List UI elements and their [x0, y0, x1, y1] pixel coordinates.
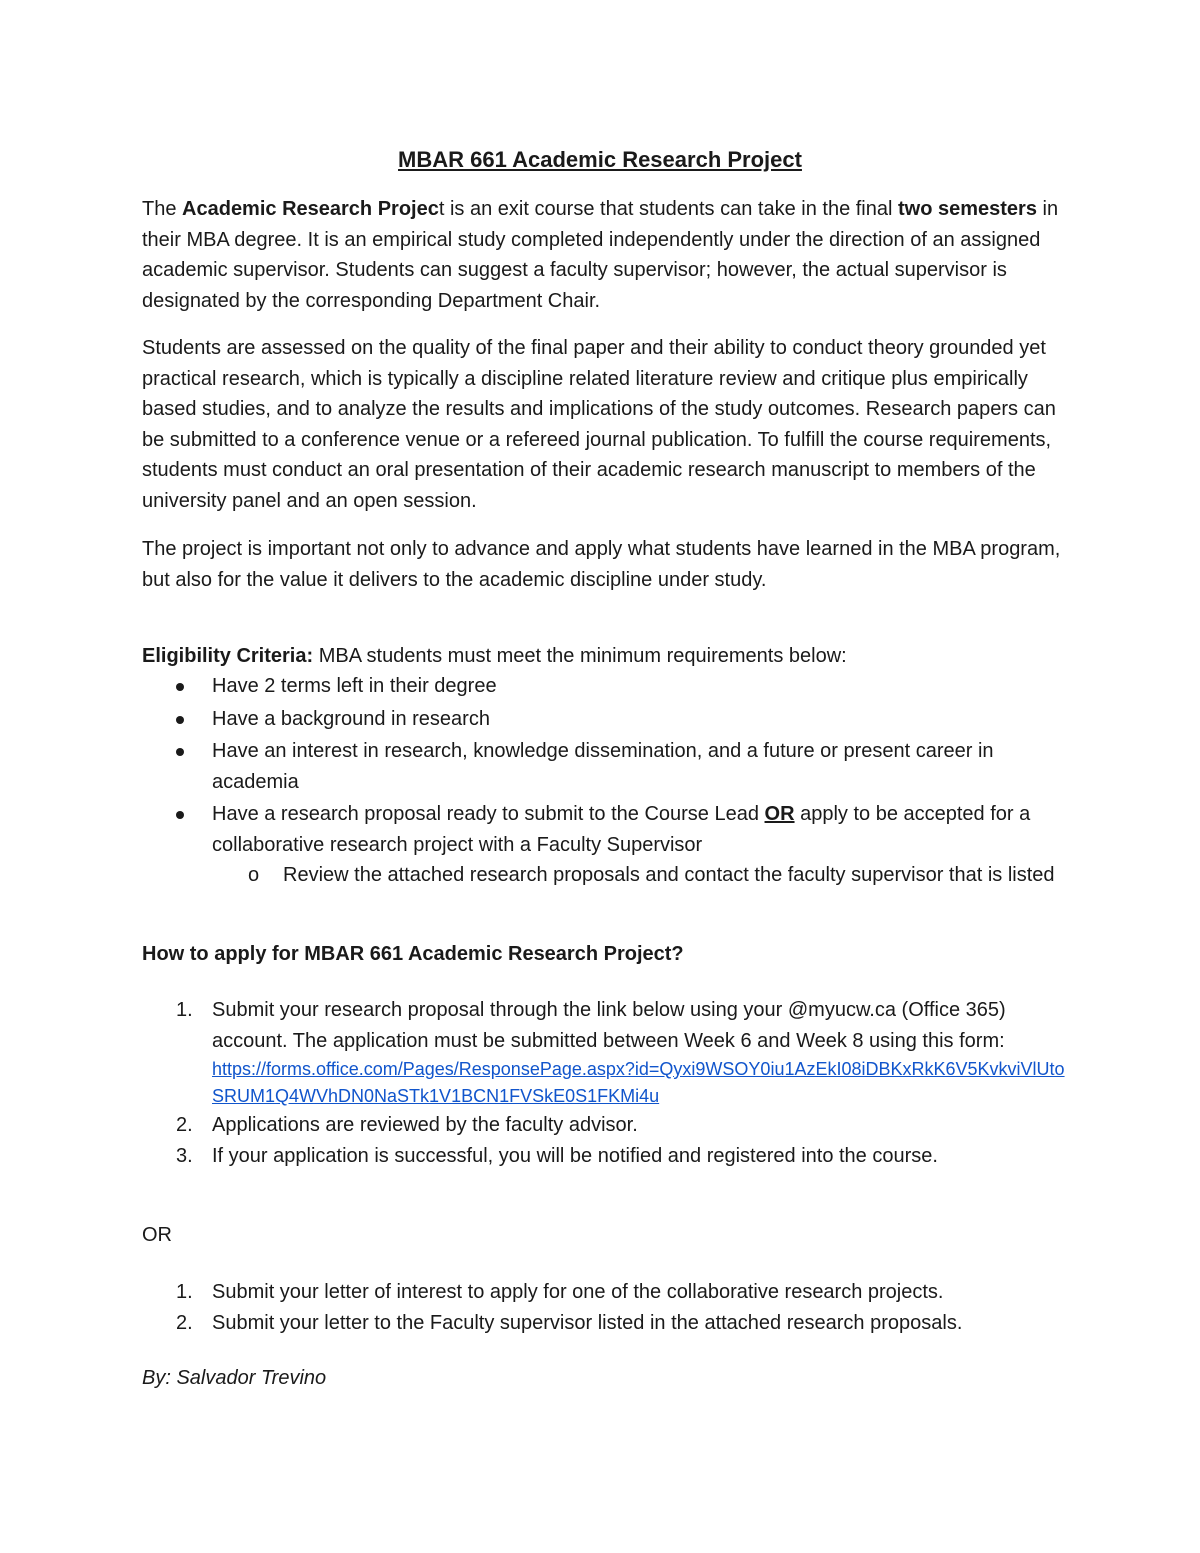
eligibility-sub-item: Review the attached research proposals and contact the faculty supervisor that is listed: [283, 864, 1055, 886]
step-number: 3.: [176, 1144, 193, 1167]
sub-list-item: [142, 860, 1072, 891]
list-item: [142, 1141, 1072, 1172]
eligibility-label: Eligibility Criteria:: [142, 645, 314, 667]
intro-bold-project: Academic Research Projec: [182, 198, 439, 220]
author-byline: By: Salvador Trevino: [142, 1367, 327, 1389]
apply-step-2: Applications are reviewed by the faculty advisor.: [212, 1114, 638, 1136]
assessment-paragraph: Students are assessed on the quality of the final paper and their ability to conduct theory grounded yet practical research, which is typically a discipline related literature review and critique plus empirically based studies, and to analyze the results and implications of the study outcomes. Research papers can be submitted to a conference venue or a refereed journal publication. To fulfill the course requirements, students must conduct an oral presentation of their academic research manuscript to members of the university panel and an open session.: [142, 337, 1056, 512]
step-number: 2.: [176, 1114, 193, 1136]
list-item: [142, 995, 1072, 1110]
list-item: [142, 1277, 1072, 1308]
eligibility-or-emphasis: OR: [764, 803, 795, 825]
or-separator: OR: [142, 1224, 172, 1246]
eligibility-item-3: Have an interest in research, knowledge dissemination, and a future or present career in academia: [212, 740, 994, 793]
list-item: [142, 1110, 1072, 1141]
bullet-icon: [176, 683, 184, 691]
importance-paragraph: The project is important not only to advance and apply what students have learned in the MBA program, but also for the value it delivers to the academic discipline under study.: [142, 538, 1061, 591]
list-item: [142, 671, 1072, 702]
eligibility-intro: [142, 641, 1062, 672]
intro-text-1: The: [142, 198, 183, 220]
intro-text-3: in their MBA degree. It is an empirical study completed independently under the direction of an assigned academic supervisor. Students can suggest a faculty supervisor; however, the actual supervisor is designated by the corresponding Department Chair.: [142, 198, 1059, 312]
list-item: [142, 799, 1072, 860]
apply-step-3: If your application is successful, you will be notified and registered into the course.: [212, 1144, 938, 1167]
list-item: [142, 1308, 1072, 1339]
bullet-icon: [176, 811, 184, 819]
apply-steps-list: [142, 995, 1072, 1171]
eligibility-item-4a: Have a research proposal ready to submit to the Course Lead: [212, 803, 765, 825]
apply-step-1: Submit your research proposal through the link below using your @myucw.ca (Office 365) account. The application must be submitted between Week 6 and Week 8 using this form:: [212, 999, 1006, 1052]
eligibility-item-1: Have 2 terms left in their degree: [212, 675, 497, 697]
intro-text-2: t is an exit course that students can take in the final: [438, 198, 898, 220]
list-item: [142, 704, 1072, 735]
intro-bold-semesters: two semesters: [898, 198, 1037, 220]
how-to-apply-heading: How to apply for MBAR 661 Academic Research Project?: [142, 943, 684, 965]
eligibility-item-2: Have a background in research: [212, 707, 490, 730]
eligibility-item-4b: apply to be accepted for a collaborative research project with a Faculty Supervisor: [212, 803, 1031, 856]
step-number: 2.: [176, 1311, 193, 1334]
step-number: 1.: [176, 1281, 193, 1303]
bullet-icon: [176, 716, 184, 724]
eligibility-text: MBA students must meet the minimum requirements below:: [313, 645, 847, 667]
bullet-icon: [176, 748, 184, 756]
alternative-steps-list: [142, 1277, 1072, 1338]
page-title: MBAR 661 Academic Research Project: [398, 147, 802, 172]
alt-step-1: Submit your letter of interest to apply for one of the collaborative research projects.: [212, 1281, 944, 1303]
application-form-link[interactable]: https://forms.office.com/Pages/ResponsePage.aspx?id=Qyxi9WSOY0iu1AzEkI08iDBKxRkK6V5KvkviVlUtoSRUM1Q4WVhDN0NaSTk1V1BCN1FVSkE0S1FKMi4u: [212, 1059, 1065, 1106]
step-number: 1.: [176, 999, 193, 1021]
alt-step-2: Submit your letter to the Faculty supervisor listed in the attached research proposals.: [212, 1311, 963, 1334]
eligibility-list: [142, 671, 1072, 891]
intro-paragraph: [142, 194, 1062, 316]
list-item: [142, 736, 1072, 797]
sub-bullet-marker: o: [248, 864, 260, 886]
